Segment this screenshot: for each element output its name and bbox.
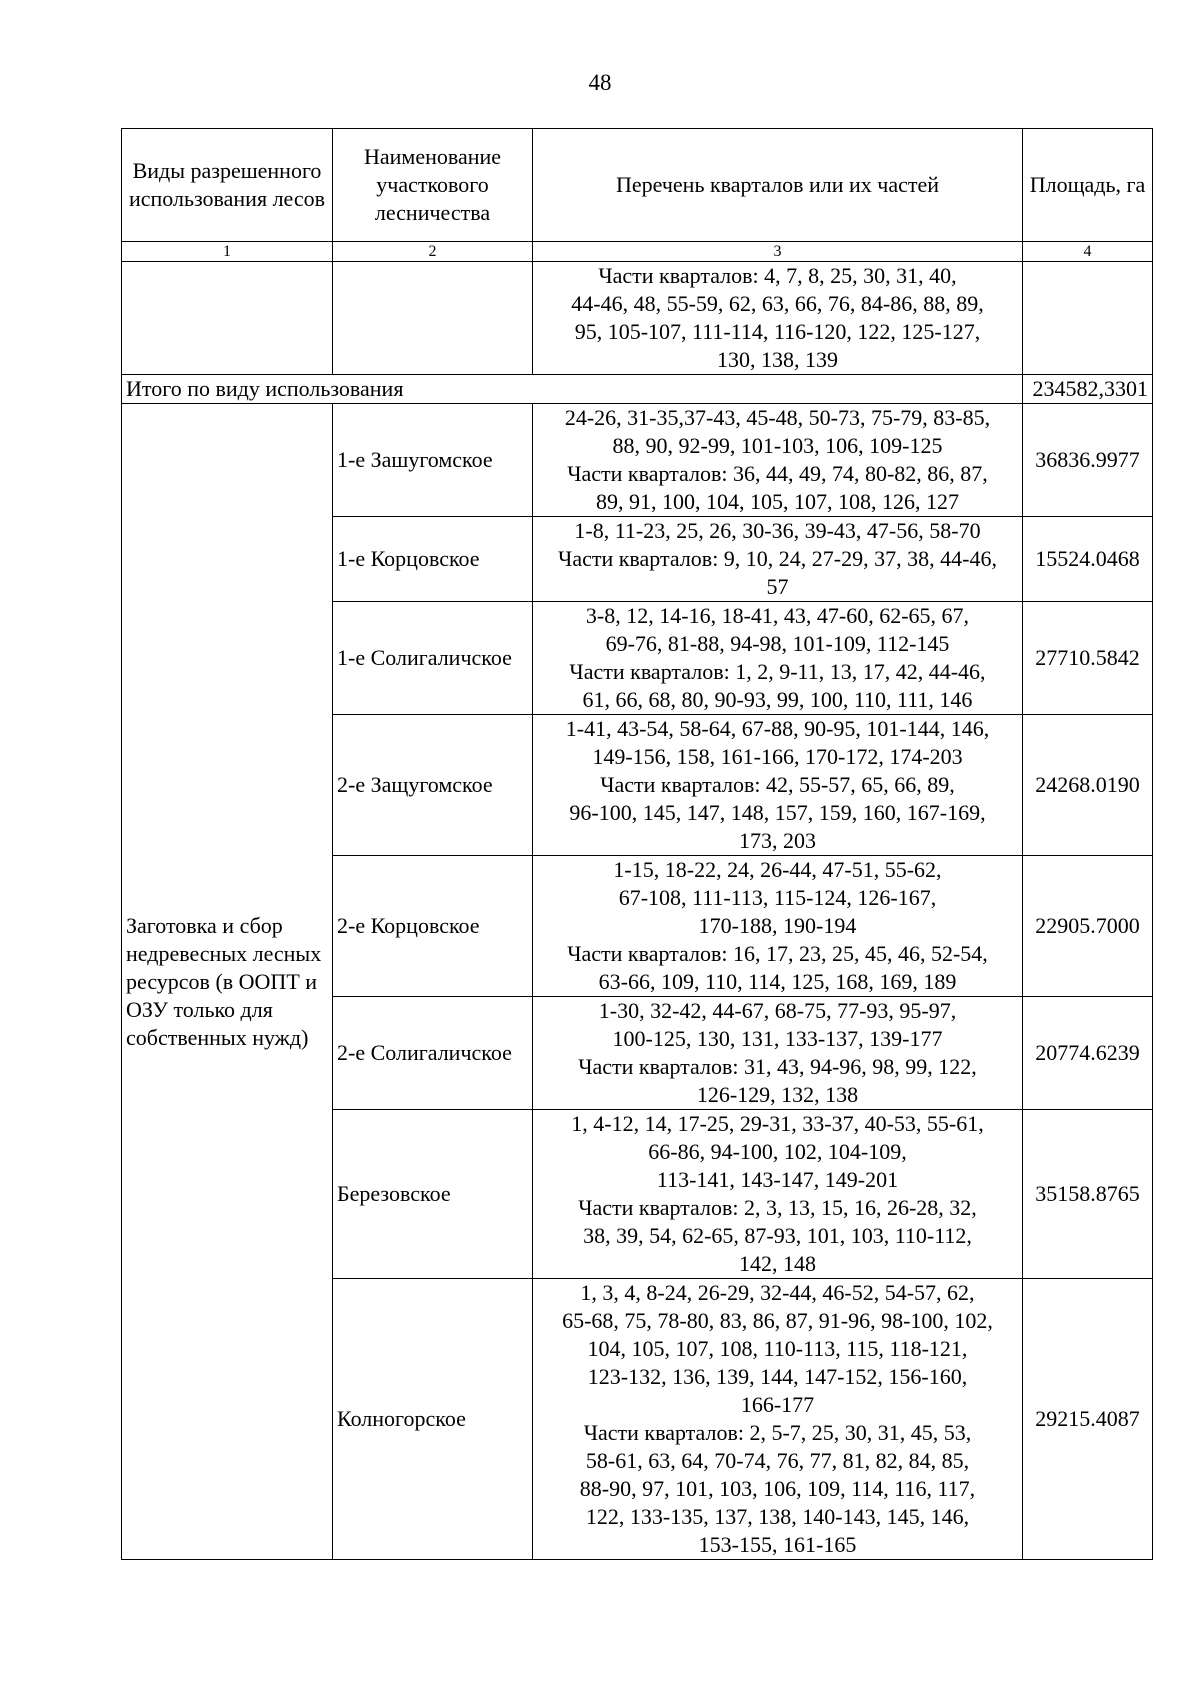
area-value: 27710.5842 bbox=[1023, 602, 1153, 715]
quarters-line: 149-156, 158, 161-166, 170-172, 174-203 bbox=[592, 744, 963, 769]
quarters-line: 63-66, 109, 110, 114, 125, 168, 169, 189 bbox=[598, 969, 957, 994]
table-body bbox=[122, 262, 1153, 1560]
header-forestry: Наименование участкового лесничества bbox=[333, 129, 533, 242]
quarters-line: 1, 3, 4, 8-24, 26-29, 32-44, 46-52, 54-57, 62, bbox=[580, 1280, 975, 1305]
forestry-name: Березовское bbox=[333, 1110, 533, 1279]
quarters-cell bbox=[533, 517, 1023, 602]
column-number: 3 bbox=[533, 242, 1023, 262]
quarters-line: Части кварталов: 36, 44, 49, 74, 80-82, 86, 87, bbox=[567, 461, 988, 486]
quarters-line: 1, 4-12, 14, 17-25, 29-31, 33-37, 40-53, 55-61, bbox=[571, 1111, 984, 1136]
quarters-line: 44-46, 48, 55-59, 62, 63, 66, 76, 84-86, 88, 89, bbox=[571, 291, 984, 316]
quarters-line: 166-177 bbox=[740, 1392, 815, 1417]
quarters-cell bbox=[533, 1279, 1023, 1560]
quarters-line: 95, 105-107, 111-114, 116-120, 122, 125-127, bbox=[574, 319, 981, 344]
empty-cell bbox=[333, 262, 533, 375]
quarters-cell bbox=[533, 1110, 1023, 1279]
area-value: 36836.9977 bbox=[1023, 404, 1153, 517]
quarters-line: 38, 39, 54, 62-65, 87-93, 101, 103, 110-112, bbox=[583, 1223, 972, 1248]
quarters-line: 1-30, 32-42, 44-67, 68-75, 77-93, 95-97, bbox=[598, 998, 957, 1023]
quarters-cell bbox=[533, 602, 1023, 715]
quarters-cell bbox=[533, 997, 1023, 1110]
quarters-line: 142, 148 bbox=[739, 1251, 816, 1276]
forest-usage-table bbox=[121, 128, 1153, 1560]
quarters-line: Части кварталов: 9, 10, 24, 27-29, 37, 38, 44-46, bbox=[558, 546, 997, 571]
quarters-line: 88, 90, 92-99, 101-103, 106, 109-125 bbox=[612, 433, 943, 458]
forestry-name: 2-е Защугомское bbox=[333, 715, 533, 856]
quarters-line: Части кварталов: 16, 17, 23, 25, 45, 46, 52-54, bbox=[567, 941, 988, 966]
empty-cell bbox=[122, 262, 333, 375]
area-value: 35158.8765 bbox=[1023, 1110, 1153, 1279]
forestry-name: 1-е Солигаличское bbox=[333, 602, 533, 715]
quarters-cell bbox=[533, 715, 1023, 856]
quarters-line: 69-76, 81-88, 94-98, 101-109, 112-145 bbox=[605, 631, 950, 656]
quarters-line: 123-132, 136, 139, 144, 147-152, 156-160, bbox=[587, 1364, 968, 1389]
quarters-line: 1-8, 11-23, 25, 26, 30-36, 39-43, 47-56, 58-70 bbox=[574, 518, 981, 543]
quarters-cell bbox=[533, 856, 1023, 997]
total-row bbox=[122, 375, 1153, 404]
quarters-line: 61, 66, 68, 80, 90-93, 99, 100, 110, 111, 146 bbox=[582, 687, 973, 712]
header-area: Площадь, га bbox=[1023, 129, 1153, 242]
table-row bbox=[122, 404, 1153, 517]
header-quarters: Перечень кварталов или их частей bbox=[533, 129, 1023, 242]
quarters-line: 122, 133-135, 137, 138, 140-143, 145, 146, bbox=[585, 1504, 970, 1529]
quarters-line: 173, 203 bbox=[739, 828, 816, 853]
header-usage-type: Виды разрешенного использования лесов bbox=[122, 129, 333, 242]
quarters-line: 126-129, 132, 138 bbox=[696, 1082, 859, 1107]
quarters-line: 100-125, 130, 131, 133-137, 139-177 bbox=[612, 1026, 943, 1051]
column-number-row bbox=[122, 242, 1153, 262]
quarters-line: 67-108, 111-113, 115-124, 126-167, bbox=[618, 885, 937, 910]
total-value: 234582,3301 bbox=[1023, 375, 1153, 404]
forestry-name: 1-е Зашугомское bbox=[333, 404, 533, 517]
column-number: 4 bbox=[1023, 242, 1153, 262]
quarters-line: 89, 91, 100, 104, 105, 107, 108, 126, 127 bbox=[596, 489, 959, 514]
quarters-cell bbox=[533, 404, 1023, 517]
quarters-line: 113-141, 143-147, 149-201 bbox=[656, 1167, 899, 1192]
quarters-line: 130, 138, 139 bbox=[717, 347, 838, 372]
forestry-name: 2-е Корцовское bbox=[333, 856, 533, 997]
column-number: 2 bbox=[333, 242, 533, 262]
quarters-line: Части кварталов: 1, 2, 9-11, 13, 17, 42, 44-46, bbox=[569, 659, 986, 684]
quarters-line: 24-26, 31-35,37-43, 45-48, 50-73, 75-79, 83-85, bbox=[564, 405, 991, 430]
forestry-name: 1-е Корцовское bbox=[333, 517, 533, 602]
area-value: 20774.6239 bbox=[1023, 997, 1153, 1110]
table-header-row bbox=[122, 129, 1153, 242]
quarters-cell bbox=[533, 262, 1023, 375]
area-value: 15524.0468 bbox=[1023, 517, 1153, 602]
column-number: 1 bbox=[122, 242, 333, 262]
quarters-line: Части кварталов: 2, 5-7, 25, 30, 31, 45, 53, bbox=[583, 1420, 972, 1445]
quarters-line: 170-188, 190-194 bbox=[698, 913, 857, 938]
area-value: 22905.7000 bbox=[1023, 856, 1153, 997]
quarters-line: 88-90, 97, 101, 103, 106, 109, 114, 116, 117, bbox=[579, 1476, 976, 1501]
quarters-line: 66-86, 94-100, 102, 104-109, bbox=[648, 1139, 907, 1164]
quarters-line: Части кварталов: 42, 55-57, 65, 66, 89, bbox=[600, 772, 955, 797]
quarters-line: 96-100, 145, 147, 148, 157, 159, 160, 167-169, bbox=[569, 800, 986, 825]
page-number: 48 bbox=[588, 70, 612, 95]
area-value: 29215.4087 bbox=[1023, 1279, 1153, 1560]
usage-type-cell: Заготовка и сбор недревесных лесных ресурсов (в ООПТ и ОЗУ только для собственных нужд) bbox=[122, 404, 333, 1560]
empty-cell bbox=[1023, 262, 1153, 375]
quarters-line: 104, 105, 107, 108, 110-113, 115, 118-121, bbox=[587, 1336, 968, 1361]
total-label: Итого по виду использования bbox=[122, 375, 1023, 404]
quarters-line: 153-155, 161-165 bbox=[698, 1532, 857, 1557]
quarters-line: 58-61, 63, 64, 70-74, 76, 77, 81, 82, 84, 85, bbox=[585, 1448, 970, 1473]
quarters-line: Части кварталов: 31, 43, 94-96, 98, 99, 122, bbox=[578, 1054, 977, 1079]
quarters-line: Части кварталов: 2, 3, 13, 15, 16, 26-28, 32, bbox=[578, 1195, 977, 1220]
forestry-name: Колногорское bbox=[333, 1279, 533, 1560]
forestry-name: 2-е Солигаличское bbox=[333, 997, 533, 1110]
quarters-line: 3-8, 12, 14-16, 18-41, 43, 47-60, 62-65, 67, bbox=[585, 603, 970, 628]
quarters-line: 57 bbox=[766, 574, 789, 599]
quarters-line: Части кварталов: 4, 7, 8, 25, 30, 31, 40, bbox=[598, 263, 957, 288]
quarters-line: 65-68, 75, 78-80, 83, 86, 87, 91-96, 98-100, 102, bbox=[562, 1308, 993, 1333]
quarters-line: 1-41, 43-54, 58-64, 67-88, 90-95, 101-144, 146, bbox=[565, 716, 990, 741]
continuation-row bbox=[122, 262, 1153, 375]
quarters-line: 1-15, 18-22, 24, 26-44, 47-51, 55-62, bbox=[613, 857, 942, 882]
area-value: 24268.0190 bbox=[1023, 715, 1153, 856]
